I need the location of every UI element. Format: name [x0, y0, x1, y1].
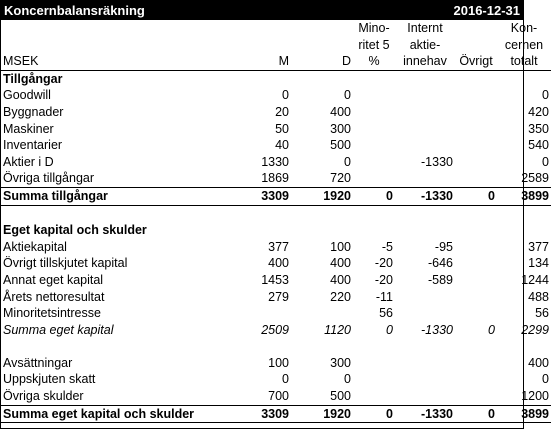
- cell-d: 500: [330, 389, 351, 404]
- equity-row: [1, 239, 551, 256]
- total-row-tillgangar: [1, 187, 551, 205]
- cell-int: -1330: [421, 154, 453, 169]
- header-m: M: [278, 54, 289, 69]
- header-d: D: [341, 54, 351, 69]
- cell-d: 220: [330, 289, 351, 304]
- cell-d: 500: [330, 138, 351, 153]
- row-label: Aktier i D: [3, 154, 54, 169]
- cell-int: -1330: [395, 405, 455, 423]
- title-bar: [1, 1, 523, 20]
- cell-tot: 0: [542, 372, 549, 387]
- cell-tot: 350: [528, 121, 549, 136]
- cell-m: 40: [275, 138, 289, 153]
- cell-min: [353, 388, 395, 405]
- cell-ovr: [455, 170, 497, 187]
- row-label: Summa eget kapital: [3, 322, 114, 337]
- cell-d: 300: [330, 355, 351, 370]
- row-label: Övriga tillgångar: [3, 171, 95, 186]
- section-heading: Eget kapital och skulder: [3, 223, 147, 238]
- cell-min: [353, 104, 395, 121]
- cell-int: -646: [427, 256, 453, 271]
- row-label: Minoritetsintresse: [3, 306, 101, 321]
- cell-int: [395, 87, 455, 104]
- cell-min: [353, 87, 395, 104]
- liability-row: [1, 388, 551, 405]
- cell-d: 720: [330, 171, 351, 186]
- cell-tot: 56: [535, 306, 549, 321]
- header-koncernen: Kon- cernen totalt: [504, 21, 544, 69]
- cell-int: [395, 170, 455, 187]
- cell-tot: 400: [528, 355, 549, 370]
- cell-tot: 3899: [497, 187, 551, 205]
- header-internt: Internt aktie- innehav: [403, 21, 447, 69]
- asset-row: [1, 104, 551, 121]
- row-label: Summa eget kapital och skulder: [1, 405, 229, 423]
- spacer-cell: [1, 338, 551, 355]
- cell-min: [353, 170, 395, 187]
- cell-m: 100: [268, 355, 289, 370]
- cell-int: -95: [434, 239, 453, 254]
- cell-tot: 0: [542, 154, 549, 169]
- equity-row: [1, 305, 551, 322]
- cell-m: 700: [268, 389, 289, 404]
- cell-int: -589: [427, 272, 453, 287]
- cell-d: 1920: [291, 187, 353, 205]
- cell-tot: 2299: [521, 322, 549, 337]
- cell-tot: 134: [528, 256, 549, 271]
- cell-ovr: [455, 154, 497, 171]
- cell-ovr: [455, 121, 497, 138]
- spacer-cell: [1, 205, 551, 222]
- cell-tot: 1200: [521, 389, 549, 404]
- cell-m: 3309: [229, 405, 291, 423]
- cell-tot: 377: [528, 239, 549, 254]
- row-label: Uppskjuten skatt: [3, 372, 96, 387]
- cell-tot: 540: [528, 138, 549, 153]
- asset-row: [1, 154, 551, 171]
- cell-int: [395, 121, 455, 138]
- header-minoritet: Mino- ritet 5 %: [358, 21, 390, 69]
- cell-int: [395, 104, 455, 121]
- cell-min: [353, 355, 395, 372]
- liability-row: [1, 355, 551, 372]
- subtotal-row-eget-kapital: [1, 322, 551, 339]
- cell-ovr: [455, 355, 497, 372]
- cell-int: -1330: [395, 187, 455, 205]
- cell-ovr: 0: [455, 187, 497, 205]
- cell-int: [395, 137, 455, 154]
- cell-ovr: 0: [455, 405, 497, 423]
- cell-d: 400: [330, 272, 351, 287]
- cell-d: 400: [330, 256, 351, 271]
- cell-int: [395, 371, 455, 388]
- cell-int: [395, 355, 455, 372]
- sheet-date: 2016-12-31: [453, 3, 520, 18]
- cell-m: [229, 305, 291, 322]
- equity-row: [1, 272, 551, 289]
- spacer-row: [1, 338, 551, 355]
- cell-ovr: [455, 104, 497, 121]
- balance-table: [1, 20, 551, 423]
- liability-row: [1, 371, 551, 388]
- cell-d: 1920: [291, 405, 353, 423]
- spacer-row: [1, 205, 551, 222]
- cell-m: 377: [268, 239, 289, 254]
- asset-row: [1, 170, 551, 187]
- cell-m: 400: [268, 256, 289, 271]
- cell-ovr: [455, 87, 497, 104]
- cell-ovr: [455, 137, 497, 154]
- cell-min: 0: [353, 405, 395, 423]
- cell-tot: 2589: [521, 171, 549, 186]
- equity-row: [1, 255, 551, 272]
- cell-int: [395, 388, 455, 405]
- cell-m: 50: [275, 121, 289, 136]
- row-label: Annat eget kapital: [3, 272, 104, 287]
- cell-ovr: [455, 305, 497, 322]
- cell-min: [353, 121, 395, 138]
- row-label: Byggnader: [3, 104, 64, 119]
- cell-int: [395, 305, 455, 322]
- cell-tot: 1244: [521, 272, 549, 287]
- cell-min: -5: [381, 239, 393, 254]
- section-eget-kapital: [1, 222, 551, 239]
- cell-tot: 3899: [497, 405, 551, 423]
- cell-min: 0: [386, 322, 393, 337]
- section-heading: Tillgångar: [3, 71, 63, 86]
- cell-m: 0: [282, 88, 289, 103]
- header-ovrigt: Övrigt: [459, 54, 493, 69]
- cell-min: -20: [374, 272, 393, 287]
- asset-row: [1, 121, 551, 138]
- cell-int: -1330: [421, 322, 453, 337]
- cell-d: 0: [344, 372, 351, 387]
- cell-ovr: [455, 239, 497, 256]
- cell-tot: 0: [542, 88, 549, 103]
- cell-ovr: [455, 289, 497, 306]
- cell-d: 1120: [324, 322, 351, 337]
- cell-min: -11: [375, 289, 393, 304]
- cell-min: 56: [379, 306, 393, 321]
- cell-m: 279: [268, 289, 289, 304]
- cell-d: 300: [330, 121, 351, 136]
- cell-tot: 488: [528, 289, 549, 304]
- header-msek: MSEK: [3, 54, 39, 69]
- asset-row: [1, 87, 551, 104]
- cell-min: [353, 371, 395, 388]
- cell-min: [353, 137, 395, 154]
- cell-min: [353, 154, 395, 171]
- row-label: Övriga skulder: [3, 389, 84, 404]
- row-label: Aktiekapital: [3, 239, 67, 254]
- header-row: [1, 20, 551, 70]
- row-label: Goodwill: [3, 88, 51, 103]
- row-label: Maskiner: [3, 121, 54, 136]
- cell-int: [395, 289, 455, 306]
- cell-m: 1453: [261, 272, 289, 287]
- cell-ovr: 0: [488, 322, 495, 337]
- cell-d: 0: [344, 88, 351, 103]
- cell-m: 1330: [261, 154, 289, 169]
- row-label: Inventarier: [3, 138, 63, 153]
- section-tillgangar: [1, 70, 551, 87]
- cell-min: -20: [374, 256, 393, 271]
- row-label: Summa tillgångar: [1, 187, 229, 205]
- cell-d: 400: [330, 104, 351, 119]
- sheet-title: Koncernbalansräkning: [4, 3, 145, 18]
- cell-ovr: [455, 255, 497, 272]
- cell-m: 2509: [261, 322, 289, 337]
- cell-m: 20: [275, 104, 289, 119]
- cell-m: 1869: [261, 171, 289, 186]
- cell-m: 0: [282, 372, 289, 387]
- cell-ovr: [455, 388, 497, 405]
- cell-m: 3309: [229, 187, 291, 205]
- cell-d: 100: [330, 239, 351, 254]
- cell-tot: 420: [528, 104, 549, 119]
- cell-d: 0: [344, 154, 351, 169]
- cell-ovr: [455, 272, 497, 289]
- equity-row: [1, 289, 551, 306]
- row-label: Övrigt tillskjutet kapital: [3, 256, 128, 271]
- total-row-eget-kapital-skulder: [1, 405, 551, 423]
- cell-min: 0: [353, 187, 395, 205]
- row-label: Avsättningar: [3, 355, 73, 370]
- asset-row: [1, 137, 551, 154]
- cell-ovr: [455, 371, 497, 388]
- cell-d: [291, 305, 353, 322]
- row-label: Årets nettoresultat: [3, 289, 105, 304]
